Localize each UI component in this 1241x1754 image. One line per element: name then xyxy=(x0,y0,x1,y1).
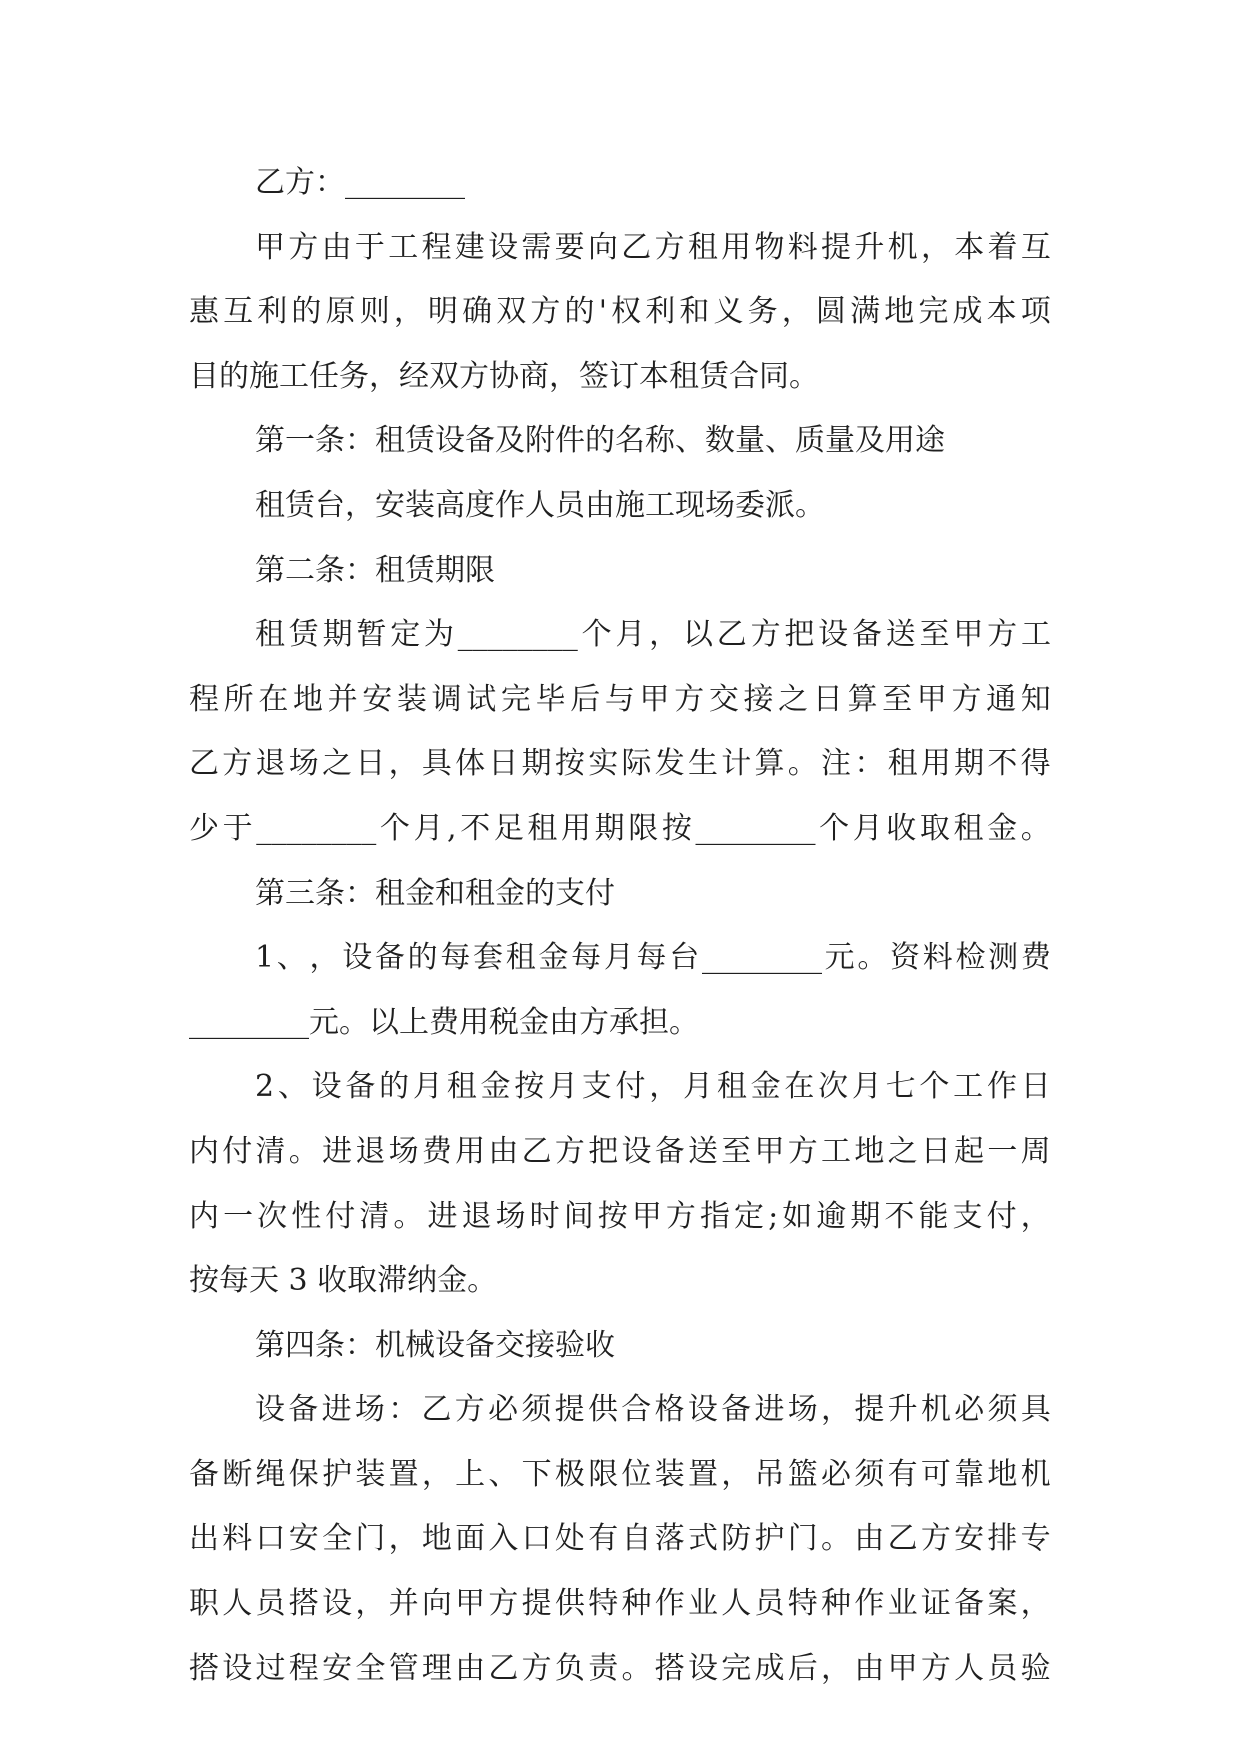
text-line: 第四条：机械设备交接验收 xyxy=(255,1327,615,1363)
text-line: 出 料 口 安 全 门 ， 地 面 入 口 处 有 自 落 式 防 护 门 。 由 乙 方 安 排 专 xyxy=(189,1521,1051,1557)
text-line: 程 所 在 地 并 安 装 调 试 完 毕 后 与 甲 方 交 接 之 日 算 至 甲 方 通 知 xyxy=(189,681,1051,717)
text-line: 第三条：租金和租金的支付 xyxy=(255,875,615,911)
text-line: 惠 互 利 的 原 则 ， 明 确 双 方 的 ' 权 利 和 义 务 ， 圆 满 地 完 成 本 项 xyxy=(189,294,1051,330)
text-line: 租 赁 期 暂 定 为 ________ 个 月 ， 以 乙 方 把 设 备 送 至 甲 方 工 xyxy=(255,617,1051,653)
text-line: 内 付 清 。 进 退 场 费 用 由 乙 方 把 设 备 送 至 甲 方 工 地 之 日 起 一 周 xyxy=(189,1133,1051,1169)
text-line: ________元。以上费用税金由方承担。 xyxy=(189,1004,699,1040)
text-line: 职 人 员 搭 设 ， 并 向 甲 方 提 供 特 种 作 业 人 员 特 种 作 业 证 备 案 ， xyxy=(189,1586,1051,1622)
text-line: 搭 设 过 程 安 全 管 理 由 乙 方 负 责 。 搭 设 完 成 后 ， 由 甲 方 人 员 验 xyxy=(189,1650,1051,1686)
text-line: 按每天 3 收取滞纳金。 xyxy=(189,1263,498,1299)
text-line: 乙方：________ xyxy=(255,165,465,200)
text-line: 甲 方 由 于 工 程 建 设 需 要 向 乙 方 租 用 物 料 提 升 机 ， 本 着 互 xyxy=(255,229,1051,265)
document-body xyxy=(189,162,1051,1712)
text-line: 目的施工任务，经双方协商，签订本租赁合同。 xyxy=(189,358,819,394)
text-line: 内 一 次 性 付 清 。 进 退 场 时 间 按 甲 方 指 定 ; 如 逾 期 不 能 支 付 ， xyxy=(189,1198,1051,1234)
text-line: 2 、 设 备 的 月 租 金 按 月 支 付 ， 月 租 金 在 次 月 七 个 工 作 日 xyxy=(255,1069,1051,1105)
text-line: 少 于 ________ 个 月 , 不 足 租 用 期 限 按 ________ 个 月 收 取 租 金 。 xyxy=(189,810,1051,846)
text-line: 乙 方 退 场 之 日 ， 具 体 日 期 按 实 际 发 生 计 算 。 注 ： 租 用 期 不 得 xyxy=(189,746,1051,782)
text-line: 租赁台，安装高度作人员由施工现场委派。 xyxy=(255,487,825,523)
text-line: 第二条：租赁期限 xyxy=(255,552,495,588)
text-line: 备 断 绳 保 护 装 置 ， 上 、 下 极 限 位 装 置 ， 吊 篮 必 须 有 可 靠 地 机 xyxy=(189,1456,1051,1492)
text-line: 1 、 ， 设 备 的 每 套 租 金 每 月 每 台 ________ 元 。 资 料 检 测 费 xyxy=(255,940,1051,976)
text-line: 第一条：租赁设备及附件的名称、数量、质量及用途 xyxy=(255,423,945,459)
text-line: 设 备 进 场 ： 乙 方 必 须 提 供 合 格 设 备 进 场 ， 提 升 机 必 须 具 xyxy=(255,1392,1051,1428)
